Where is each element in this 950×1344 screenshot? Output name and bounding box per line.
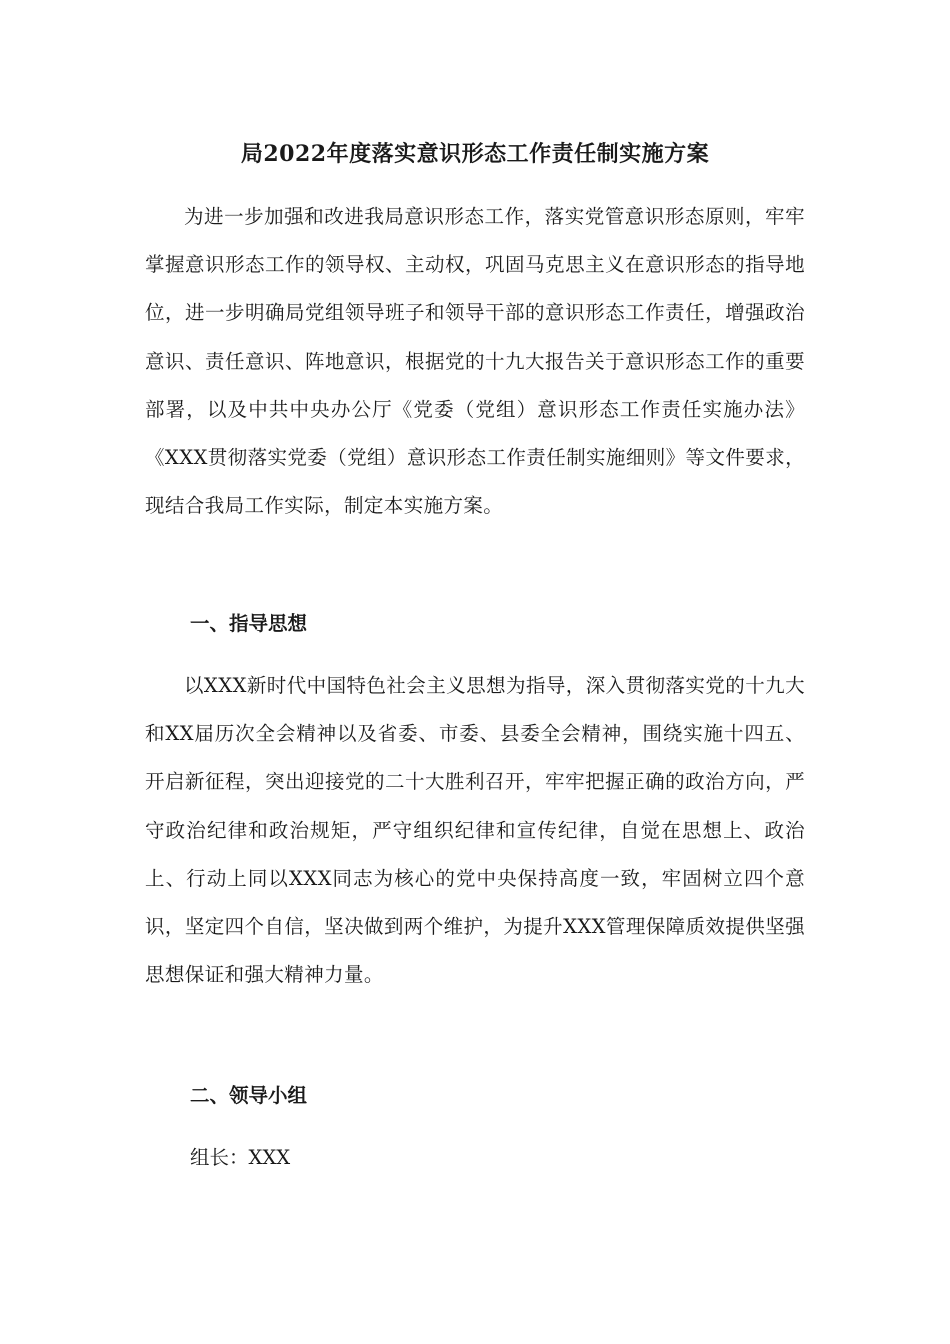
section-heading-leading-group: 二、领导小组 xyxy=(190,1084,308,1107)
intro-paragraph: 为进一步加强和改进我局意识形态工作，落实党管意识形态原则，牢牢掌握意识形态工作的领导权、主动权，巩固马克思主义在意识形态的指导地位，进一步明确局党组领导班子和领导干部的意识形态工作责任，增强政治意识、责任意识、阵地意识，根据党的十九大报告关于意识形态工作的重要部署，以及中共中央办公厅《党委（党组）意识形态工作责任实施办法》《XXX贯彻落实党委（党组）意识形态工作责任制实施细则》等文件要求，现结合我局工作实际，制定本实施方案。 xyxy=(145,205,805,518)
group-leader-line: 组长：XXX xyxy=(190,1146,291,1169)
section-heading-guiding-ideology: 一、指导思想 xyxy=(190,612,308,635)
document-title: 局2022年度落实意识形态工作责任制实施方案 xyxy=(240,141,710,167)
guiding-ideology-paragraph: 以XXX新时代中国特色社会主义思想为指导，深入贯彻落实党的十九大和XX届历次全会精神以及省委、市委、县委全会精神，围绕实施十四五、开启新征程，突出迎接党的二十大胜利召开，牢牢把握正确的政治方向，严守政治纪律和政治规矩，严守组织纪律和宣传纪律，自觉在思想上、政治上、行动上同以XXX同志为核心的党中央保持高度一致，牢固树立四个意识，坚定四个自信，坚决做到两个维护，为提升XXX管理保障质效提供坚强思想保证和强大精神力量。 xyxy=(145,674,805,987)
